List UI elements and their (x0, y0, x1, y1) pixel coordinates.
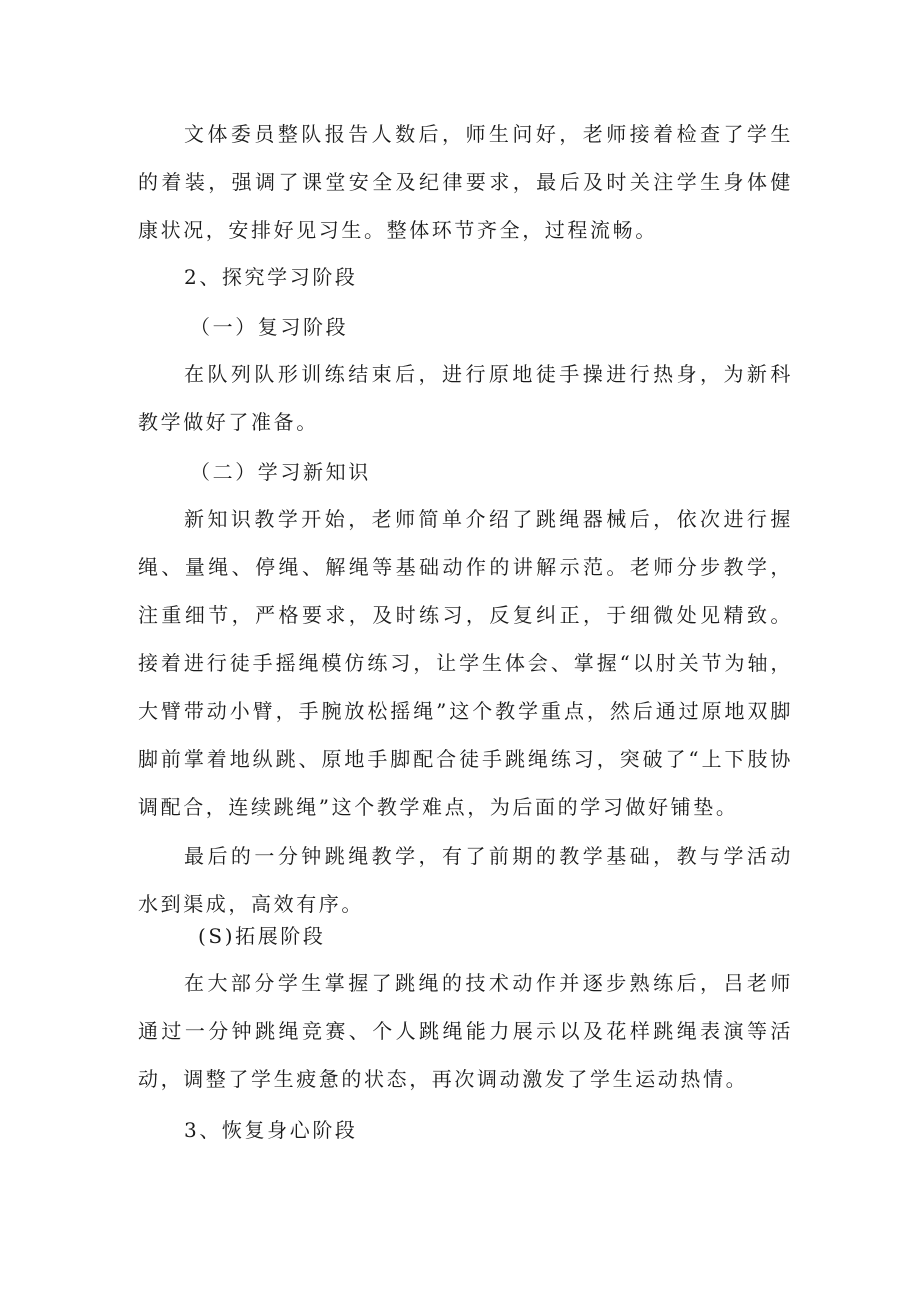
paragraph-one-minute-rope: 最后的一分钟跳绳教学，有了前期的教学基础，教与学活动水到渠成，高效有序。 (138, 844, 793, 916)
paragraph-extension-activities: 在大部分学生掌握了跳绳的技术动作并逐步熟练后，吕老师通过一分钟跳绳竞赛、个人跳绳能力展示以及花样跳绳表演等活动，调整了学生疲惫的状态，再次调动激发了学生运动热情。 (138, 971, 793, 1091)
subheading-extension-stage: (S)拓展阶段 (198, 924, 326, 948)
subheading-review-stage: （一）复习阶段 (190, 315, 349, 339)
subheading-new-knowledge: （二）学习新知识 (190, 460, 371, 484)
heading-recovery-stage: 3、恢复身心阶段 (184, 1118, 358, 1142)
paragraph-class-opening: 文体委员整队报告人数后，师生问好，老师接着检查了学生的着装，强调了课堂安全及纪律要求，最后及时关注学生身体健康状况，安排好见习生。整体环节齐全，过程流畅。 (138, 122, 793, 242)
heading-explore-learning-stage: 2、探究学习阶段 (184, 265, 358, 289)
paragraph-new-knowledge-teaching: 新知识教学开始，老师简单介绍了跳绳器械后，依次进行握绳、量绳、停绳、解绳等基础动作的讲解示范。老师分步教学，注重细节，严格要求，及时练习，反复纠正，于细微处见精致。接着进行徒手摇绳模仿练习，让学生体会、掌握“以肘关节为轴，大臂带动小臂，手腕放松摇绳”这个教学重点，然后通过原地双脚脚前掌着地纵跳、原地手脚配合徒手跳绳练习，突破了“上下肢协调配合，连续跳绳”这个教学难点，为后面的学习做好铺垫。 (138, 507, 793, 819)
paragraph-warmup: 在队列队形训练结束后，进行原地徒手操进行热身，为新科教学做好了准备。 (138, 362, 793, 434)
